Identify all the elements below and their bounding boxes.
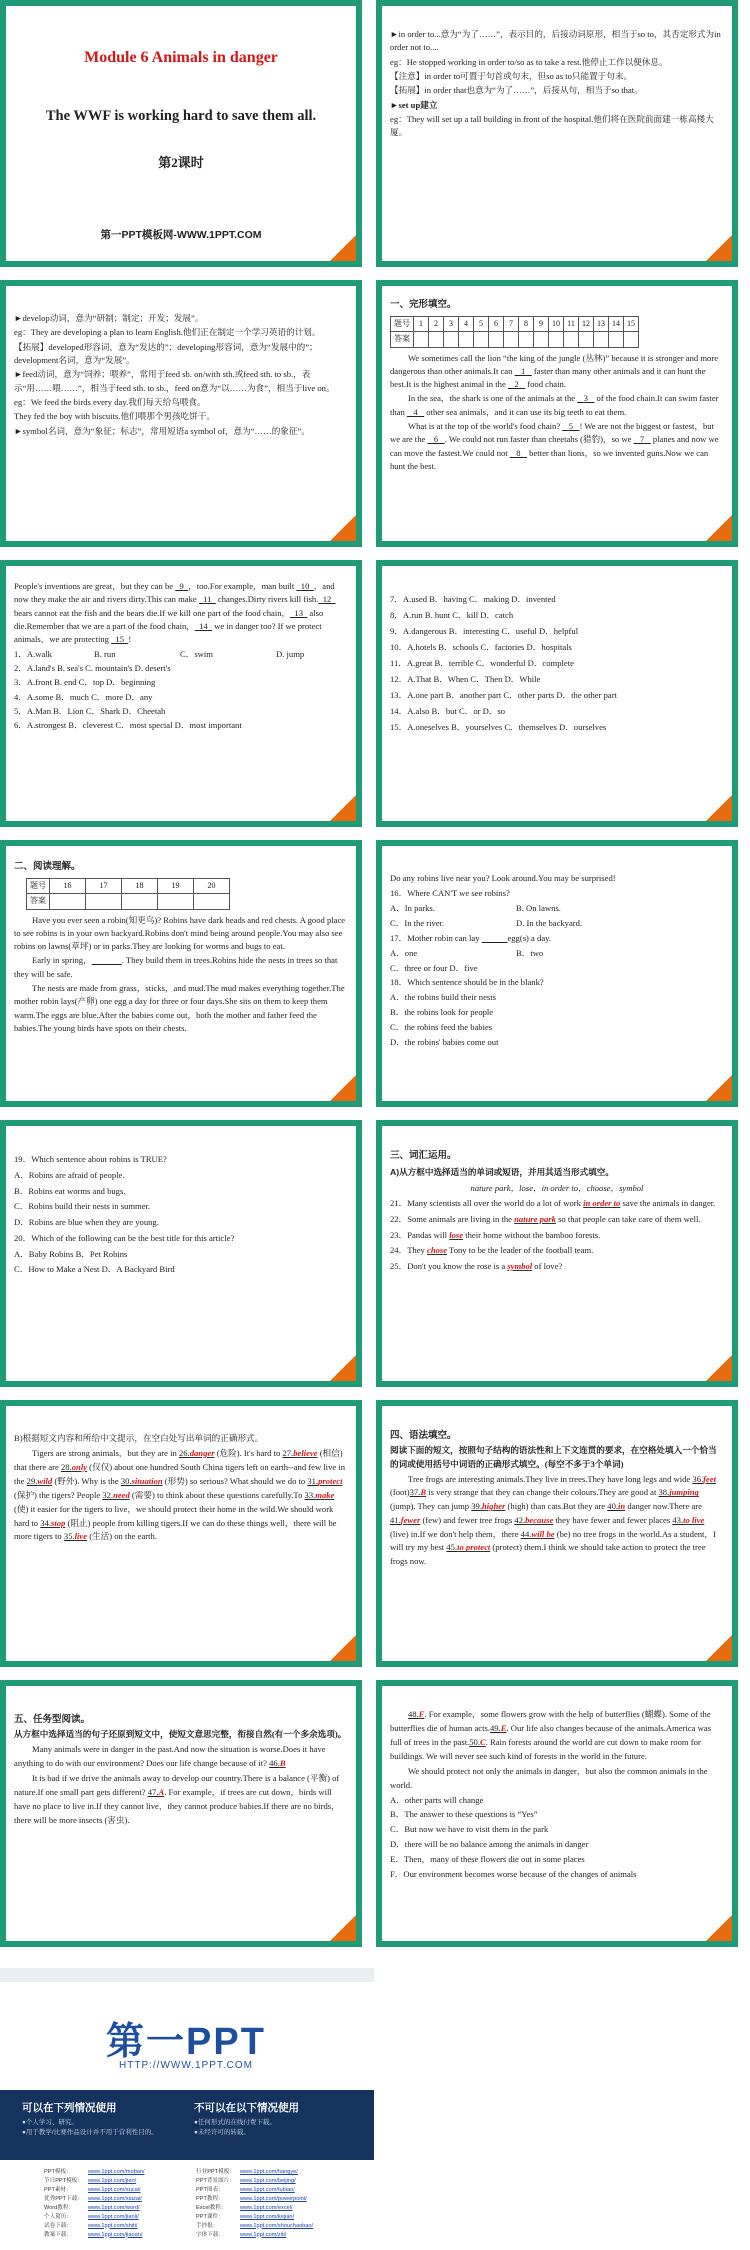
question: 25．Don't you know the rose is a symbol of love? bbox=[390, 1260, 563, 1271]
resource-link-row bbox=[196, 2231, 371, 2240]
usage-banner bbox=[0, 2090, 374, 2160]
resource-link-row bbox=[44, 2231, 219, 2240]
option-line: 6．A.strongest B．cleverest C．most special D．most important bbox=[14, 720, 242, 731]
grid-num: 9 bbox=[534, 316, 549, 331]
note-line: They fed the boy with biscuits.他们喂那个男孩吃饼干。 bbox=[14, 411, 215, 422]
question: 21．Many scientists all over the world do a lot of work in order to save the animals in danger. bbox=[390, 1198, 716, 1209]
slide-10 bbox=[376, 1120, 738, 1387]
resource-link[interactable]: www.1ppt.com/xiazai/ bbox=[88, 2195, 142, 2202]
answer: because bbox=[525, 1514, 554, 1525]
note-line: 【注意】in order to可置于句首或句末，但so as to只能置于句末。 bbox=[390, 70, 633, 81]
resource-link[interactable]: www.1ppt.com/sucai/ bbox=[88, 2186, 141, 2193]
brand-url: HTTP://WWW.1PPT.COM bbox=[119, 2060, 253, 2071]
grid-num: 7 bbox=[504, 316, 519, 331]
answer: symbol bbox=[507, 1260, 533, 1271]
resource-label: 教案下载： bbox=[44, 2231, 72, 2238]
answer: B bbox=[420, 1487, 427, 1498]
resource-label: 行业PPT模板： bbox=[196, 2169, 235, 2175]
answer: only bbox=[71, 1461, 88, 1472]
resource-link[interactable]: www.1ppt.com/excel/ bbox=[240, 2204, 293, 2211]
resource-link[interactable]: www.1ppt.com/powerpoint/ bbox=[240, 2195, 307, 2202]
grid-num: 17 bbox=[86, 878, 122, 893]
slide-5 bbox=[0, 560, 362, 827]
slide-12 bbox=[376, 1400, 738, 1667]
note-line: ►in order to...意为“为了……”，表示目的，后接动词原形，相当于so to，其否定形式为in order not to.... bbox=[390, 29, 721, 53]
answer-grid bbox=[390, 316, 639, 348]
resource-label: 个人简历： bbox=[44, 2213, 72, 2220]
resource-link[interactable]: www.1ppt.com/word/ bbox=[88, 2204, 140, 2211]
resource-link[interactable]: www.1ppt.com/tubiao/ bbox=[240, 2186, 295, 2193]
question: 18．Which sentence should be in the blank? bbox=[390, 977, 544, 988]
option-line: C．How to Make a Nest D．A Backyard Bird bbox=[14, 1264, 175, 1275]
option-line: 15．A.oneselves B．yourselves C．themselves D．ourselves bbox=[390, 722, 607, 733]
resource-label: PPT课件： bbox=[196, 2213, 224, 2220]
answer-grid bbox=[26, 878, 230, 910]
passage-paragraph: Have you ever seen a robin(知更鸟)? Robins have dark heads and red chests. A good place to see robins is in your own backyard.Robins don't mind being around people.You may also see robins on lawns(草坪) or in parks.They are looking for worms and bugs to eat. bbox=[14, 914, 346, 952]
answer: feet bbox=[703, 1473, 717, 1484]
section-heading: 五、任务型阅读。 bbox=[14, 1714, 91, 1725]
question: 19．Which sentence about robins is TRUE? bbox=[14, 1154, 167, 1164]
grid-num: 10 bbox=[549, 316, 564, 331]
question: 24．They chose Tony to be the leader of the football team. bbox=[390, 1245, 594, 1256]
passage-line: Do any robins live near you? Look around.You may be surprised! bbox=[390, 873, 616, 883]
grid-num: 20 bbox=[194, 878, 230, 893]
usage-item: ●个人学习、研究。 bbox=[22, 2119, 78, 2126]
option-line: A．one B．two bbox=[390, 947, 544, 958]
note-line: eg：We feed the birds every day.我们每天给鸟喂食。 bbox=[14, 396, 206, 407]
passage-paragraph: Early in spring， . They build them in trees.Robins hide the nests in trees so that they will be safe. bbox=[14, 955, 338, 979]
passage-paragraph: Tigers are strong animals，but they are in 26.danger (危险). It's hard to 27.believe (相信) that there are 28.only (仅仅) about one hundred South China tigers left on earth--and few live in the 29.wild (野外). Why is the 30.situation (形势) so serious? What should we do to 31.protect (保护) the tigers? People 32.need (需要) to think about these questions carefully.To 33.make (使) it easier for the tigers to live，we should protect their home in the wild.We should work hard to 34.stop (阻止) people from killing tigers.If we can do these things well，there will be more tigers to 35.live (生活) on the earth. bbox=[14, 1447, 346, 1542]
slide-13 bbox=[0, 1680, 362, 1947]
answer: fewer bbox=[400, 1514, 421, 1525]
note-line: eg：They are developing a plan to learn English.他们正在制定一个学习英语的计划。 bbox=[14, 327, 321, 338]
grid-num: 5 bbox=[474, 316, 489, 331]
passage-paragraph: What is at the top of the world's food chain? 5 ! We are not the biggest or fastest，but we are the 6 . We could not run faster than cheetahs (猎豹)，so we 7 planes and now we can move the fastest.We could not 8 better than lions，so we invented guns.Now we can hunt the best. bbox=[390, 421, 719, 471]
option-line: E．Then，many of these flowers die out in some places bbox=[390, 1854, 585, 1865]
note-line: ►develop动词，意为“研制；制定；开发；发展”。 bbox=[14, 313, 204, 323]
grid-num: 19 bbox=[158, 878, 194, 893]
grid-num: 12 bbox=[579, 316, 594, 331]
answer: in order to bbox=[583, 1198, 621, 1209]
resource-label: 手抄报： bbox=[196, 2222, 219, 2229]
usage-item: ●用于教学/比赛作品设计并不用于营利性目的。 bbox=[22, 2129, 158, 2137]
resource-link-row bbox=[196, 2177, 371, 2186]
corner-decoration bbox=[706, 795, 732, 821]
passage-paragraph: In the sea，the shark is one of the animals at the 3 of the food chain.It can swim faster than 4 other sea animals，and it can use its big teeth to eat them. bbox=[390, 393, 719, 417]
instruction: 阅读下面的短文，按照句子结构的语法性和上下文连贯的要求，在空格处填入一个恰当的词或使用括号中词语的正确形式填空。(每空不多于3个单词) bbox=[390, 1445, 717, 1469]
option-line: 9．A.dangerous B．interesting C．useful D．helpful bbox=[390, 626, 579, 637]
passage-paragraph: The nests are made from grass，sticks，and mud.The mud makes everything together.The mother robin lays(产卵) one egg a day for three or four days.She sits on them to keep them warm.The eggs are blue.After the babies come out，both the mother and father feed the babies.The young birds have spots on their chests. bbox=[14, 983, 345, 1033]
answer: live bbox=[74, 1531, 88, 1542]
resource-link[interactable]: www.1ppt.com/hangye/ bbox=[240, 2169, 298, 2175]
option-line: D．there will be no balance among the animals in danger bbox=[390, 1839, 589, 1850]
passage-paragraph: 48.F. For example，some flowers grow with the help of butterflies (蝴蝶). Some of the butterflies die of human acts.49.E. Our life also changes because of the animals.America was full of trees in the past.50.C. Rain forests around the world are cut down to make room for buildings. We will never see such kind of forests in the world in the future. bbox=[390, 1709, 711, 1761]
option-line: C．But now we have to visit them in the park bbox=[390, 1824, 549, 1835]
resource-link-row bbox=[196, 2186, 371, 2195]
resource-link[interactable]: www.1ppt.com/beijing/ bbox=[240, 2177, 296, 2184]
section-heading: 二、阅读理解。 bbox=[14, 861, 81, 872]
corner-decoration bbox=[330, 1635, 356, 1661]
slide-9 bbox=[0, 1120, 362, 1387]
grid-num: 13 bbox=[594, 316, 609, 331]
answer: believe bbox=[293, 1447, 318, 1458]
empty-area bbox=[374, 1968, 750, 2250]
answer: stop bbox=[51, 1517, 66, 1528]
resource-label: PPT图表： bbox=[196, 2186, 224, 2193]
section-heading: 三、词汇运用。 bbox=[390, 1150, 457, 1161]
resource-link[interactable]: www.1ppt.com/jianli/ bbox=[88, 2213, 139, 2220]
answer: B bbox=[279, 1758, 286, 1769]
question: 22．Some animals are living in the nature park so that people can take care of them well. bbox=[390, 1213, 701, 1224]
answer: higher bbox=[481, 1501, 506, 1512]
option-line: A．the robins build their nests bbox=[390, 992, 496, 1003]
option-line: 13．A.one part B．another part C．other parts D．the other part bbox=[390, 690, 617, 701]
grid-label: 答案 bbox=[391, 332, 414, 347]
resource-link-row bbox=[196, 2195, 371, 2204]
corner-decoration bbox=[706, 1915, 732, 1941]
usage-item: ●任何形式的在线付费下载。 bbox=[194, 2119, 276, 2126]
question: 17．Mother robin can lay egg(s) a day. bbox=[390, 932, 552, 943]
option-line: A．other parts will change bbox=[390, 1794, 484, 1805]
unit-title: The WWF is working hard to save them all. bbox=[45, 107, 317, 124]
usage-item: ●未经许可的转载。 bbox=[194, 2129, 250, 2137]
grid-num: 4 bbox=[459, 316, 474, 331]
answer: jumping bbox=[669, 1487, 699, 1498]
resource-label: 试卷下载： bbox=[44, 2222, 72, 2229]
answer: chose bbox=[427, 1245, 448, 1256]
note-line: 【拓展】developed形容词，意为“发达的”；developing形容词，意为“发展中的”；development名词，意为“发展”。 bbox=[14, 341, 318, 365]
option-line: 11．A.great B．terrible C．wonderful D．complete bbox=[390, 658, 574, 669]
passage-paragraph: We sometimes call the lion “the king of the jungle (丛林)” because it is stronger and more dangerous than other animals.It can 1 faster than many other animals and it can hunt the best.It is the highest animal in the 2 food chain. bbox=[390, 352, 719, 390]
option-line: C．the robins feed the babies bbox=[390, 1022, 493, 1033]
grid-num: 18 bbox=[122, 878, 158, 893]
option-line: C．three or four D．five bbox=[390, 962, 478, 973]
option-line: D．the robins' babies come out bbox=[390, 1037, 499, 1048]
resource-link-row bbox=[44, 2195, 219, 2204]
corner-decoration bbox=[706, 1075, 732, 1101]
resource-link[interactable]: www.1ppt.com/shiti/ bbox=[88, 2222, 138, 2229]
question: 23．Pandas will lose their home without the bamboo forests. bbox=[390, 1229, 601, 1240]
slide-6 bbox=[376, 560, 738, 827]
answer: protect bbox=[318, 1475, 343, 1486]
corner-decoration bbox=[330, 1075, 356, 1101]
option-line: 1．A.walk B. run C．swim D. jump bbox=[14, 648, 305, 659]
question: 16．Where CAN'T we see robins? bbox=[390, 887, 510, 898]
answer: to protect bbox=[457, 1542, 491, 1553]
resource-link-row bbox=[196, 2204, 371, 2213]
slide-1 bbox=[0, 0, 362, 267]
passage-paragraph: We should protect not only the animals in danger，but also the common animals in the world. bbox=[390, 1765, 708, 1790]
answer: wild bbox=[37, 1475, 53, 1486]
resource-link-row bbox=[196, 2213, 371, 2222]
note-line: ►feed动词，意为“饲养；喂养”，常用于feed sb. on/with sth.或feed sth. to sb.，表示“用……喂……”，相当于feed sth. to sb.，feed on意为“以……为食”，相当于live on。 bbox=[14, 369, 335, 393]
section-heading: 四、语法填空。 bbox=[390, 1430, 457, 1441]
resource-link-row bbox=[44, 2213, 219, 2222]
note-line: ►symbol名词，意为“象征；标志”，常用短语a symbol of，意为“……的象征”。 bbox=[14, 425, 310, 436]
module-title: Module 6 Animals in danger bbox=[84, 49, 278, 66]
option-line: 12．A.That B．When C．Then D．While bbox=[390, 674, 541, 685]
answer: A bbox=[158, 1787, 165, 1798]
corner-decoration bbox=[706, 1355, 732, 1381]
resource-label: 字体下载： bbox=[196, 2231, 224, 2238]
grid-num: 15 bbox=[624, 316, 639, 331]
option-line: F．Our environment becomes worse because of the changes of animals bbox=[390, 1869, 637, 1880]
option-line: D．Robins are blue when they are young. bbox=[14, 1217, 159, 1228]
resource-label: PPT素材： bbox=[44, 2186, 72, 2193]
word-box: nature park，lose，in order to，choose，symbol bbox=[470, 1182, 644, 1193]
option-line: 3．A.front B. end C．top D．beginning bbox=[14, 677, 156, 688]
corner-decoration bbox=[706, 1635, 732, 1661]
answer: in bbox=[618, 1501, 626, 1512]
slide-8 bbox=[376, 840, 738, 1107]
grid-num: 3 bbox=[444, 316, 459, 331]
option-line: 5．A.Man B．Lion C．Shark D．Cheetah bbox=[14, 705, 166, 716]
section-heading: 一、完形填空。 bbox=[390, 299, 457, 310]
corner-decoration bbox=[330, 795, 356, 821]
option-line: 14．A.also B．but C．or D．so bbox=[390, 706, 506, 717]
lesson-title: 第2课时 bbox=[158, 155, 204, 171]
option-line: A．Robins are afraid of people. bbox=[14, 1169, 125, 1180]
grid-num: 14 bbox=[609, 316, 624, 331]
option-line: B．the robins look for people bbox=[390, 1007, 494, 1018]
question: 20．Which of the following can be the best title for this article? bbox=[14, 1232, 235, 1243]
slide-7 bbox=[0, 840, 362, 1107]
resource-link-row bbox=[196, 2168, 371, 2177]
answer: C bbox=[479, 1736, 486, 1747]
resource-label: Excel教程： bbox=[196, 2204, 227, 2211]
resource-label: PPT背景图片： bbox=[196, 2177, 235, 2184]
grid-num: 16 bbox=[50, 878, 86, 893]
option-line: A．In parks. B. On lawns. bbox=[390, 902, 561, 913]
resource-label: 节日PPT模板： bbox=[44, 2177, 83, 2184]
answer: danger bbox=[189, 1447, 215, 1458]
grid-num: 6 bbox=[489, 316, 504, 331]
answer: nature park bbox=[514, 1213, 556, 1224]
resource-link-row bbox=[196, 2222, 371, 2231]
answer: situation bbox=[131, 1475, 163, 1486]
instruction: A)从方框中选择适当的单词或短语，并用其适当形式填空。 bbox=[390, 1167, 614, 1178]
option-line: 8．A.run B. hunt C．kill D．catch bbox=[390, 610, 514, 621]
answer: F bbox=[418, 1709, 425, 1719]
corner-decoration bbox=[330, 515, 356, 541]
resource-label: PPT模板： bbox=[44, 2169, 72, 2175]
note-line: 【拓展】in order that也意为“为了……”，后接从句，相当于so that。 bbox=[390, 85, 643, 96]
corner-decoration bbox=[330, 235, 356, 261]
slide-3 bbox=[0, 280, 362, 547]
option-line: 10．A.hotels B．schools C．factories D．hospitals bbox=[390, 642, 572, 653]
resource-link[interactable]: www.1ppt.com/kejian/ bbox=[240, 2213, 295, 2220]
footer-top-bar bbox=[0, 1968, 374, 1982]
corner-decoration bbox=[706, 515, 732, 541]
answer: will be bbox=[531, 1528, 555, 1539]
slide-2 bbox=[376, 0, 738, 267]
resource-link-row bbox=[44, 2222, 219, 2231]
grid-num: 2 bbox=[429, 316, 444, 331]
corner-decoration bbox=[706, 235, 732, 261]
passage-paragraph: Tree frogs are interesting animals.They live in trees.They have long legs and wide 36.feet (foot)37.B is very strange that they can change their colours.They are good at 38.jumping (jump). They can jump 39.higher (high) than cats.But they are 40.in danger now.There are 41.fewer (few) and fewer tree frogs 42.because they have fewer and fewer places 43.to live (live) in.If we don't help them，there 44.will be (be) no tree frogs in the world.As a student，I will try my best 45.to protect (protect) them.I think we should take action to protect the tree frogs now. bbox=[390, 1473, 717, 1567]
instruction: 从方框中选择适当的句子还原到短文中，使短文意思完整，衔接自然(有一个多余选项)。 bbox=[14, 1729, 347, 1740]
answer: need bbox=[113, 1489, 130, 1500]
grid-num: 1 bbox=[414, 316, 429, 331]
answer: lose bbox=[449, 1229, 464, 1240]
option-line: 4．A.some B．much C．more D．any bbox=[14, 691, 153, 702]
option-line: C．Robins build their nests in summer. bbox=[14, 1201, 151, 1212]
resource-link-row bbox=[44, 2177, 219, 2186]
resource-link[interactable]: www.1ppt.com/shouchaobao/ bbox=[240, 2222, 314, 2229]
note-line: eg：They will set up a tall building in front of the hospital.他们将在医院前面建一栋高楼大厦。 bbox=[390, 113, 714, 138]
slide-4 bbox=[376, 280, 738, 547]
corner-decoration bbox=[330, 1915, 356, 1941]
usage-denied-heading: 不可以在以下情况使用 bbox=[194, 2102, 299, 2114]
note-line: eg：He stopped working in order to/so as to take a rest.他停止工作以便休息。 bbox=[390, 56, 668, 67]
resource-link[interactable]: www.1ppt.com/moban/ bbox=[88, 2169, 145, 2175]
resource-link-row bbox=[44, 2204, 219, 2213]
answer: to live bbox=[683, 1514, 705, 1525]
grid-label: 题号 bbox=[391, 316, 414, 331]
option-line: 2．A.land's B. sea's C. mountain's D. desert's bbox=[14, 662, 171, 673]
grid-num: 11 bbox=[564, 316, 579, 331]
brand-logo: 第一PPT bbox=[106, 2021, 266, 2063]
option-line: C．In the river. D. In the backyard. bbox=[390, 917, 583, 928]
instruction: B)根据短文内容和所给中文提示，在空白处写出单词的正确形式。 bbox=[14, 1433, 264, 1443]
grid-num: 8 bbox=[519, 316, 534, 331]
passage-paragraph: Many animals were in danger in the past.And now the situation is worse.Does it have anything to do with our environment? Does our life change because of it? 46.B bbox=[14, 1744, 326, 1769]
note-line: ►set up建立 bbox=[390, 99, 438, 110]
passage-paragraph: It is bad if we drive the animals away to develop our country.There is a balance (平衡) of nature.If one small part gets different? 47.A. For example，if trees are cut down，birds will have no place to live in.If they cannot live，they cannot produce babies.If there are no birds，there will be more insects (害虫). bbox=[14, 1773, 340, 1825]
grid-label: 题号 bbox=[27, 878, 50, 893]
grid-label: 答案 bbox=[27, 894, 50, 909]
resource-link-row bbox=[44, 2168, 219, 2177]
usage-allowed-heading: 可以在下列情况使用 bbox=[22, 2102, 117, 2114]
answer: E bbox=[500, 1722, 507, 1733]
resource-link-row bbox=[44, 2186, 219, 2195]
brand-text: 第一PPT模板网-WWW.1PPT.COM bbox=[100, 229, 262, 242]
corner-decoration bbox=[330, 1355, 356, 1381]
resource-link[interactable]: www.1ppt.com/ziti/ bbox=[240, 2231, 287, 2238]
slide-11 bbox=[0, 1400, 362, 1667]
resource-link[interactable]: www.1ppt.com/jiaoan/ bbox=[88, 2231, 143, 2238]
option-line: 7．A.used B．having C．making D．invented bbox=[390, 594, 556, 604]
resource-link[interactable]: www.1ppt.com/jieri/ bbox=[88, 2177, 137, 2184]
option-line: A．Baby Robins B．Pet Robins bbox=[14, 1248, 128, 1259]
option-line: B．Robins eat worms and bugs. bbox=[14, 1185, 126, 1196]
answer: make bbox=[315, 1489, 335, 1500]
resource-label: 优秀PPT下载： bbox=[44, 2195, 83, 2202]
passage-paragraph: People's inventions are great，but they can be 9 ，too.For example，man built 10 ，and now they make the air and rivers dirty.This can make 11 changes.Dirty rivers kill fish. 12 bears cannot eat the fish and the bears die.If we kill one part of the food chain， 13 also die.Remember that we are a part of the food chain， 14 we in danger too? If we protect animals，we are protecting 15 ! bbox=[14, 581, 335, 645]
resource-label: Word教程： bbox=[44, 2204, 75, 2211]
option-line: B．The answer to these questions is “Yes” bbox=[390, 1809, 538, 1820]
slide-14 bbox=[376, 1680, 738, 1947]
resource-label: PPT教程： bbox=[196, 2195, 224, 2202]
